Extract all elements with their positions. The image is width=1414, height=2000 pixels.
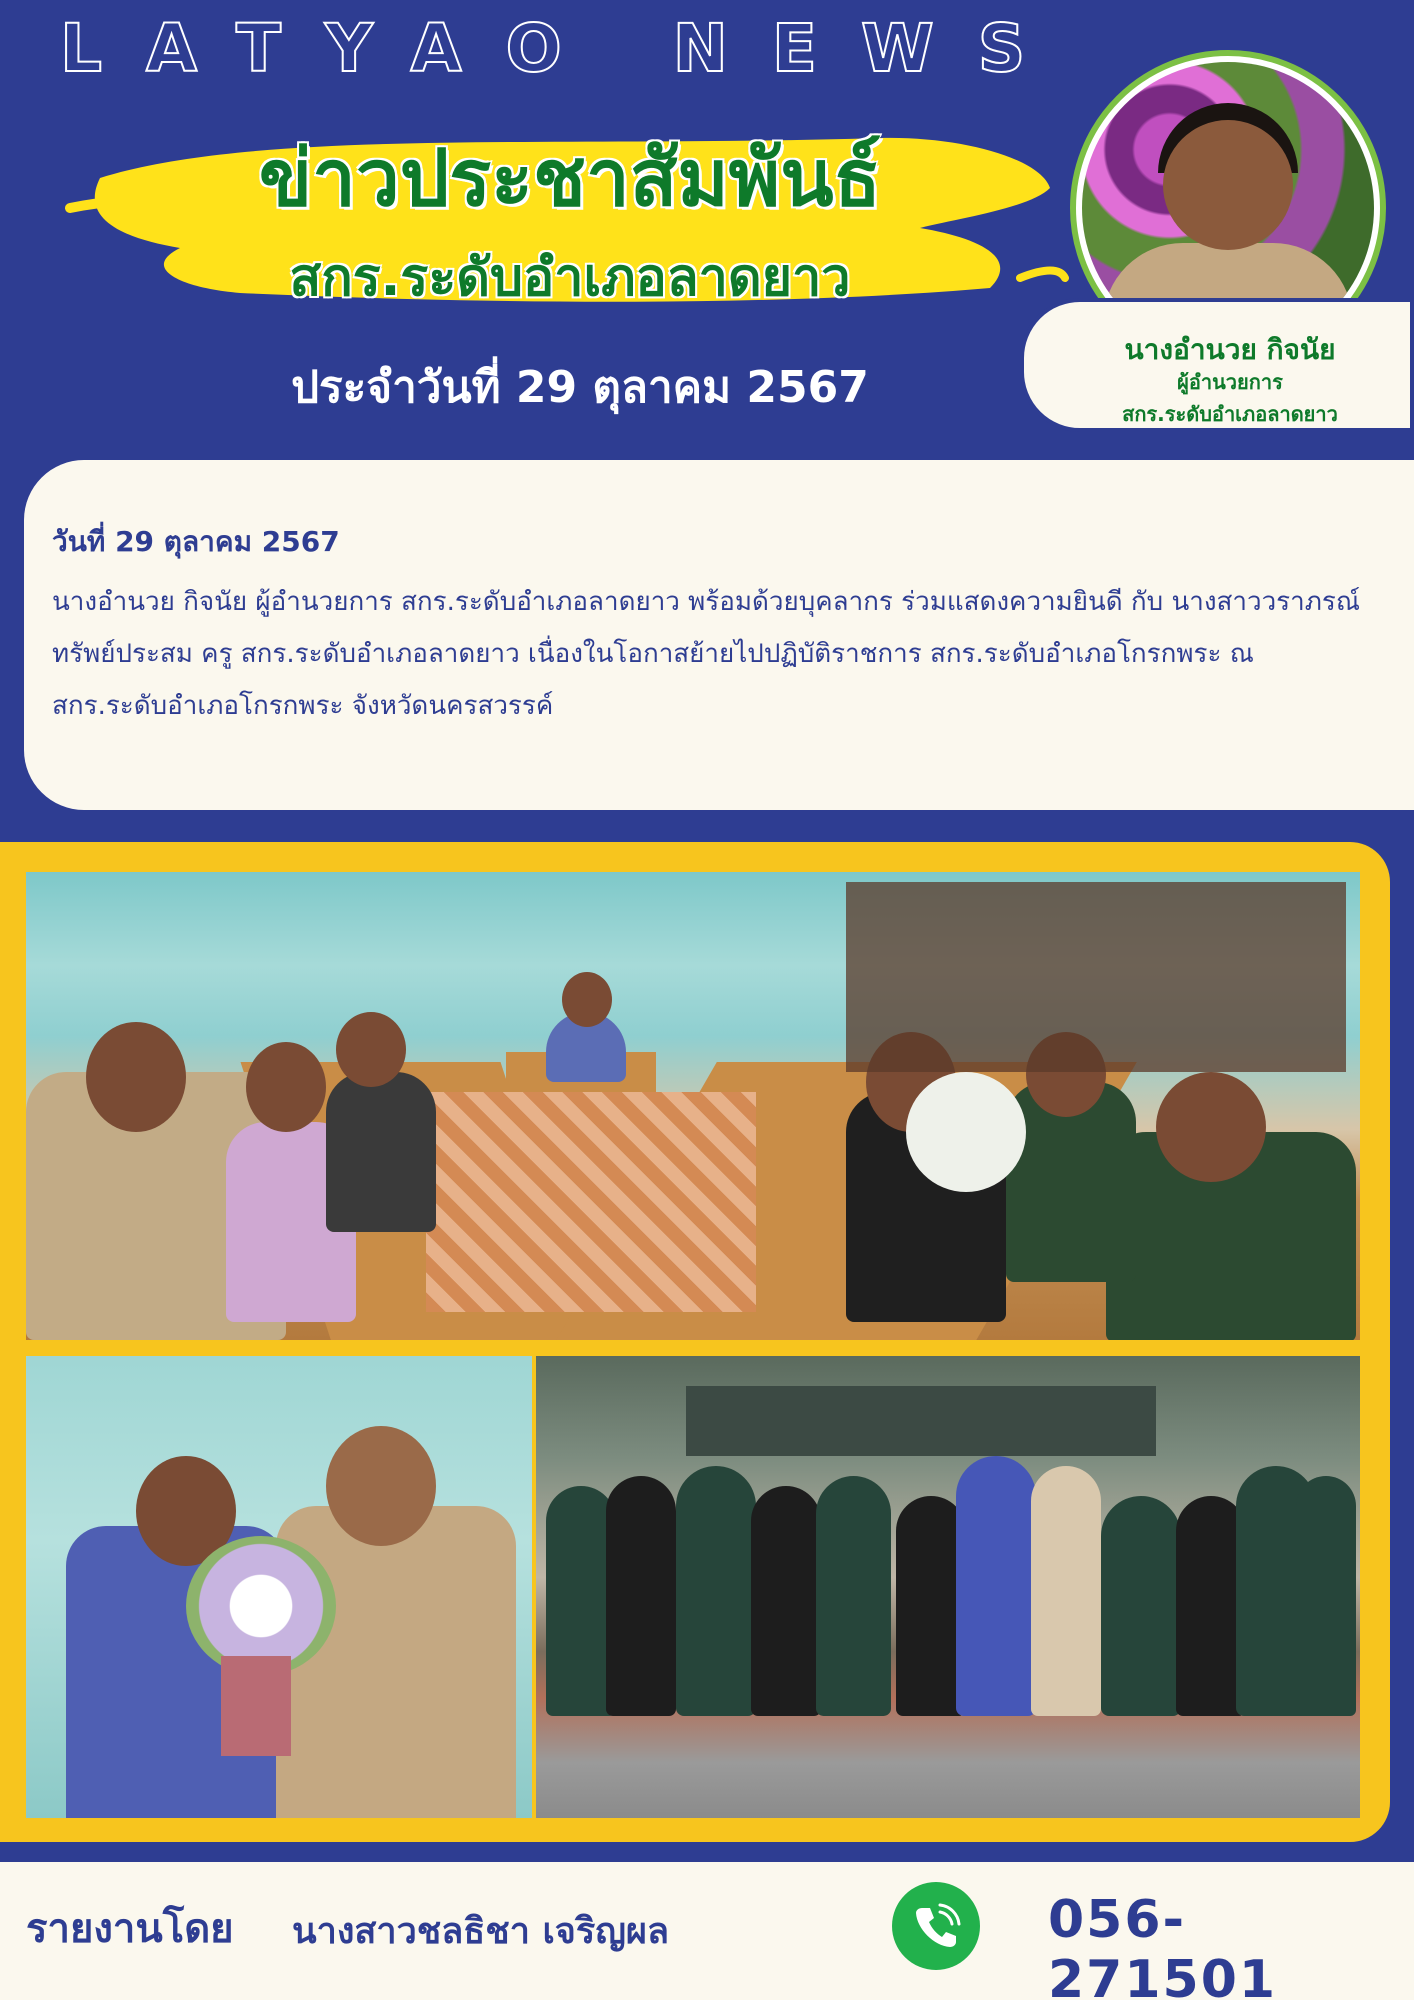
footer-reporter: นางสาวชลธิชา เจริญผล [292, 1911, 670, 1952]
footer-label: รายงานโดย [26, 1906, 234, 1952]
phone-number: 056-271501 [1048, 1890, 1278, 2000]
headline-subtitle: สกร.ระดับอำเภอลาดยาว [289, 248, 851, 308]
headline-date: ประจำวันที่ 29 ตุลาคม 2567 [291, 362, 869, 413]
headline-title: ข่าวประชาสัมพันธ์ [258, 134, 882, 224]
group-photo [536, 1356, 1360, 1818]
director-name: นางอำนวย กิจนัย [1124, 333, 1336, 366]
flower-presentation-photo [26, 1356, 532, 1818]
masthead-title: LATYAO NEWS [60, 10, 1070, 87]
meeting-room-photo [26, 872, 1360, 1340]
director-role: ผู้อำนวยการ [1177, 370, 1283, 394]
director-org: สกร.ระดับอำเภอลาดยาว [1122, 402, 1338, 426]
phone-icon [892, 1882, 980, 1970]
article-date: วันที่ 29 ตุลาคม 2567 [52, 525, 340, 558]
article-body: นางอำนวย กิจนัย ผู้อำนวยการ สกร.ระดับอำเภอลาดยาว พร้อมด้วยบุคลากร ร่วมแสดงความยินดี กับ นางสาววราภรณ์ ทรัพย์ประสม ครู สกร.ระดับอำเภอลาดยาว เนื่องในโอกาสย้ายไปปฏิบัติราชการ สกร.ระดับอำเภอโกรกพระ ณ สกร.ระดับอำเภอโกรกพระ จังหวัดนครสวรรค์ [52, 587, 1360, 721]
